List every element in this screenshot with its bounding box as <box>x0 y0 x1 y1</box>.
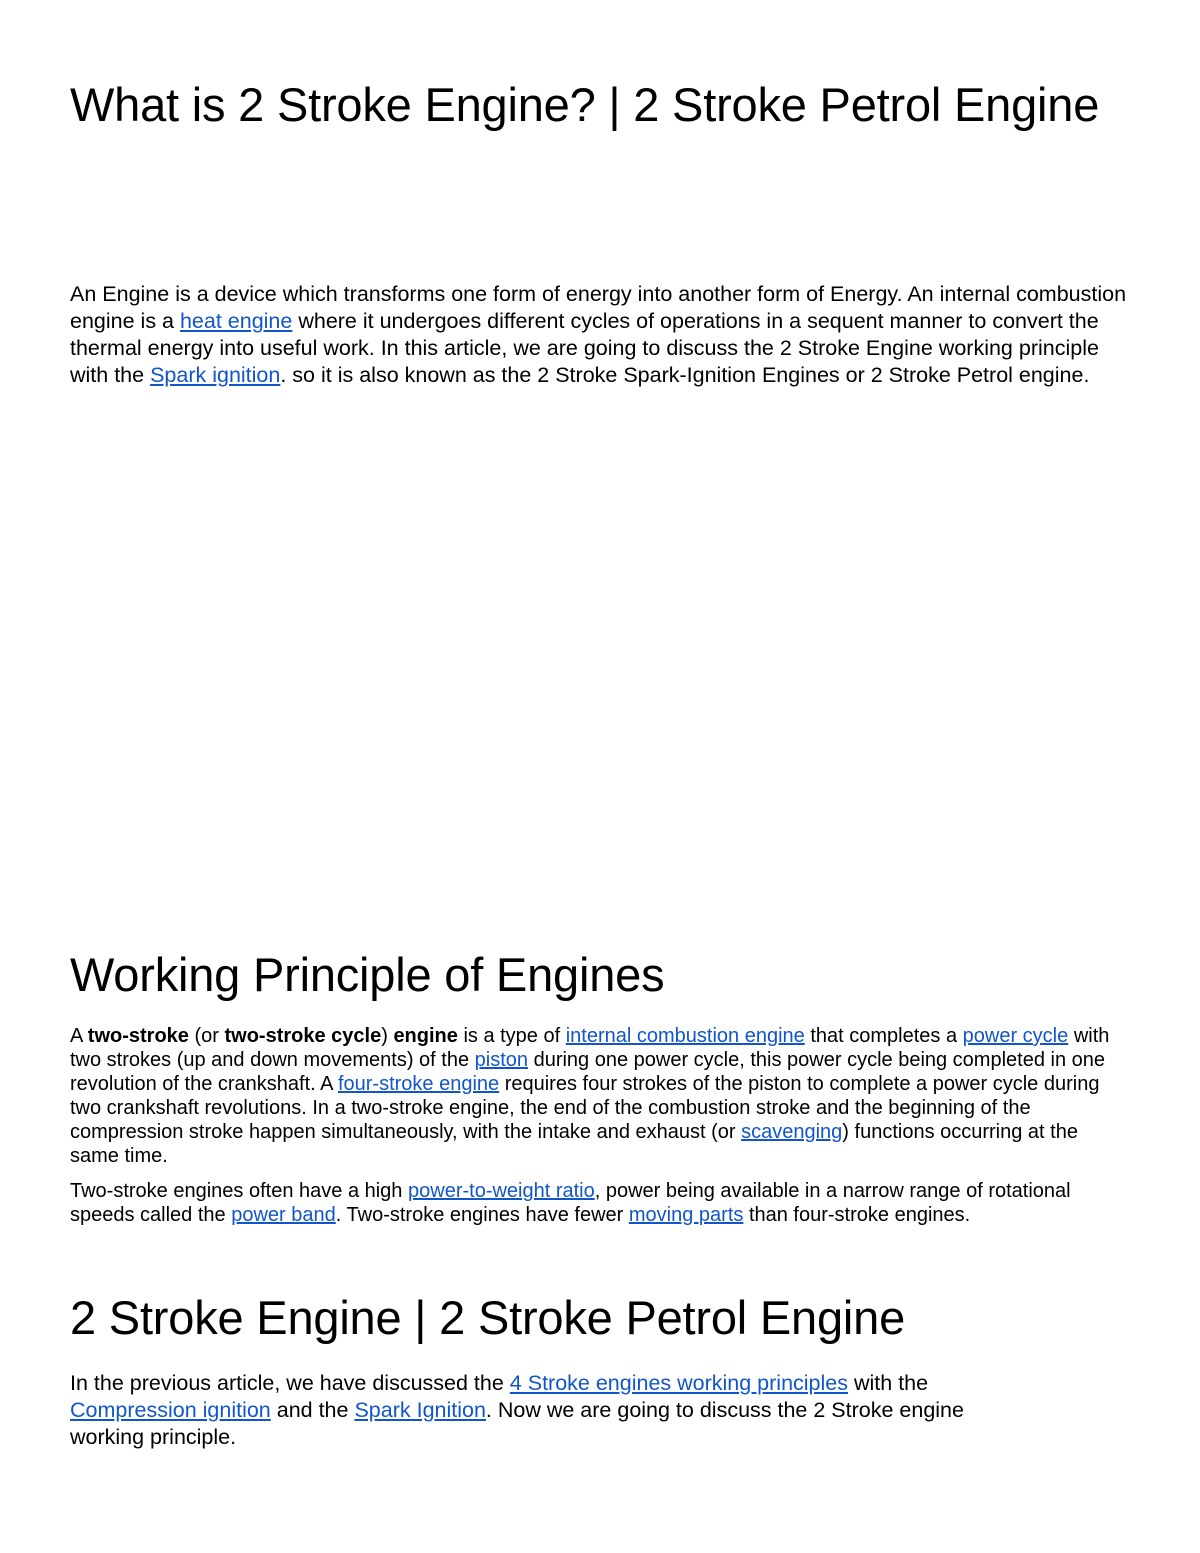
paragraph-text: In the previous article, we have discussed the <box>70 1371 510 1395</box>
four-stroke-engine-link[interactable]: four-stroke engine <box>337 1073 500 1095</box>
paragraph-text: requires four strokes of the piston to complete a power cycle during two crankshaft revolutions. In a two-stroke engine, the end of the combustion stroke and the beginning of the compression stroke happen simultaneously, with the intake and exhaust (or <box>70 1073 1100 1143</box>
paragraph-text: than four-stroke engines. <box>743 1204 971 1226</box>
four-stroke-principles-link[interactable]: 4 Stroke engines working principles <box>509 1371 849 1395</box>
power-to-weight-paragraph <box>70 1179 1130 1227</box>
power-band-link[interactable]: power band <box>231 1204 336 1226</box>
piston-link[interactable]: piston <box>474 1049 529 1071</box>
paragraph-text: . Now we are going to discuss the 2 Stroke engine working principle. <box>70 1398 964 1449</box>
bold-term: two-stroke <box>87 1025 189 1047</box>
spark-ignition-link-2[interactable]: Spark Ignition <box>354 1398 486 1422</box>
paragraph-text: with two strokes (up and down movements) of the <box>70 1025 1110 1071</box>
two-stroke-definition-paragraph <box>70 1024 1130 1168</box>
moving-parts-link[interactable]: moving parts <box>628 1204 744 1226</box>
intro-paragraph <box>70 281 1130 389</box>
internal-combustion-engine-link[interactable]: internal combustion engine <box>565 1025 805 1047</box>
heat-engine-link[interactable]: heat engine <box>179 309 293 333</box>
paragraph-text: ) functions occurring at the same time. <box>70 1121 1078 1167</box>
previous-article-paragraph <box>70 1370 1010 1451</box>
intro-text: An Engine is a device which transforms one form of energy into another form of Energy. An internal combustion engine is a <box>70 282 1127 333</box>
paragraph-text: Two-stroke engines often have a high <box>70 1180 408 1202</box>
compression-ignition-link[interactable]: Compression ignition <box>70 1398 271 1422</box>
bold-term: two-stroke cycle <box>224 1025 382 1047</box>
paragraph-text: during one power cycle, this power cycle being completed in one revolution of the crankshaft. A <box>70 1049 1106 1095</box>
paragraph-text: with the <box>848 1371 929 1395</box>
paragraph-text: . Two-stroke engines have fewer <box>335 1204 629 1226</box>
paragraph-text: ) <box>381 1025 394 1047</box>
working-principle-heading: Working Principle of Engines <box>70 948 665 1001</box>
petrol-engine-heading: 2 Stroke Engine | 2 Stroke Petrol Engine <box>70 1291 906 1344</box>
power-to-weight-ratio-link[interactable]: power-to-weight ratio <box>408 1180 595 1202</box>
intro-text: where it undergoes different cycles of operations in a sequent manner to convert the thermal energy into useful work. In this article, we are going to discuss the 2 Stroke Engine working principle with the <box>70 309 1099 387</box>
paragraph-text: and the <box>270 1398 355 1422</box>
paragraph-text: is a type of <box>457 1025 566 1047</box>
paragraph-text: that completes a <box>804 1025 963 1047</box>
page-title: What is 2 Stroke Engine? | 2 Stroke Petrol Engine <box>70 78 1100 131</box>
intro-text: . so it is also known as the 2 Stroke Spark-Ignition Engines or 2 Stroke Petrol engine. <box>280 363 1090 387</box>
scavenging-link[interactable]: scavenging <box>741 1121 843 1143</box>
bold-term: engine <box>393 1025 458 1047</box>
paragraph-text: , power being available in a narrow range of rotational speeds called the <box>70 1180 1071 1226</box>
paragraph-text: A <box>70 1025 88 1047</box>
power-cycle-link[interactable]: power cycle <box>962 1025 1069 1047</box>
spark-ignition-link[interactable]: Spark ignition <box>150 363 281 387</box>
paragraph-text: (or <box>188 1025 225 1047</box>
